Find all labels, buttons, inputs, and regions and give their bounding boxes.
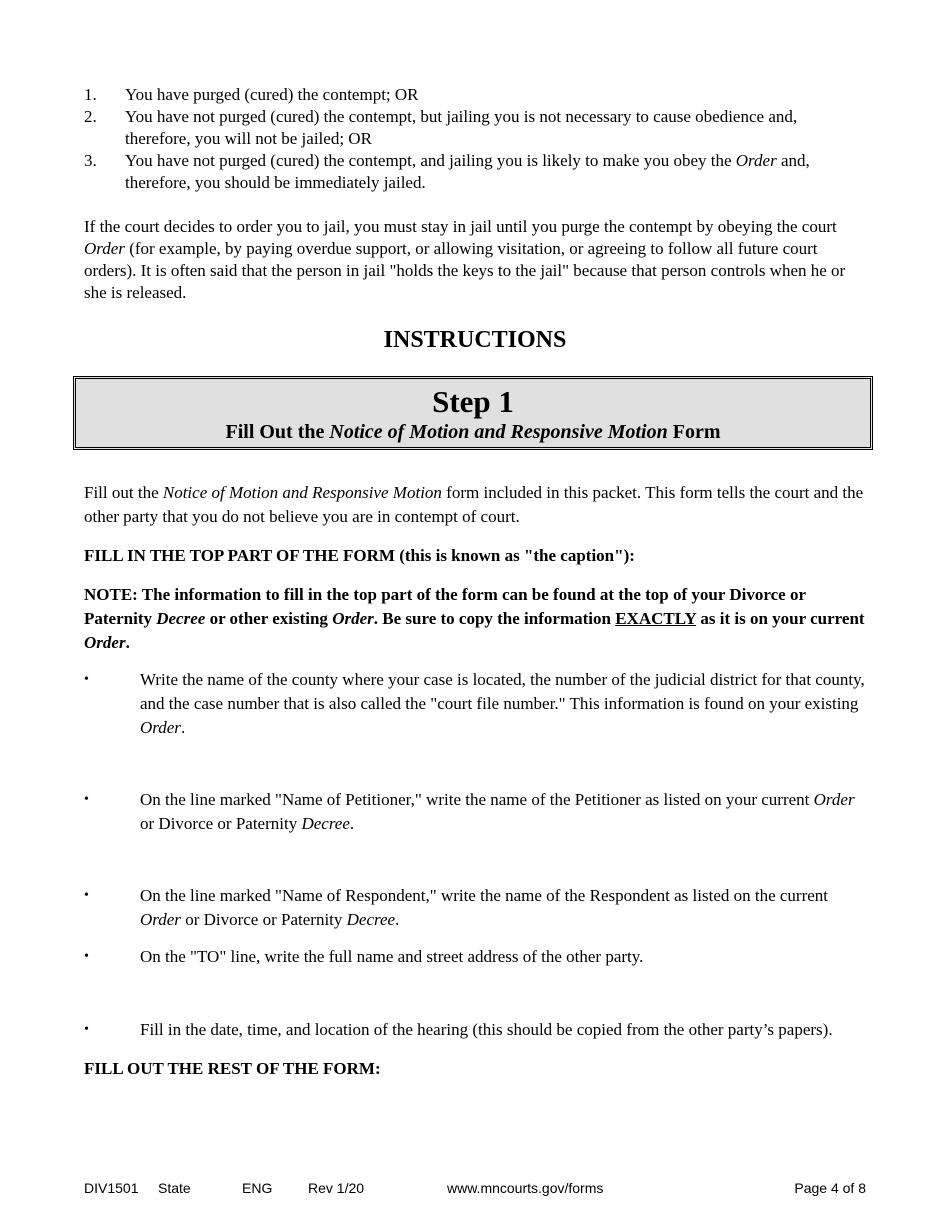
text-run: Write the name of the county where your case is located, the number of the judicial district for that county, and the case number that is also called the "court file number." This information is found on your existing bbox=[140, 670, 865, 713]
list-item bbox=[84, 788, 866, 836]
list-number: 1. bbox=[84, 85, 97, 104]
text-run: or Divorce or Paternity bbox=[180, 910, 347, 929]
list-item bbox=[84, 106, 866, 150]
bullet-icon: • bbox=[84, 888, 89, 903]
list-item bbox=[84, 1018, 866, 1042]
italic-text: Decree bbox=[301, 814, 350, 833]
bullet-icon: • bbox=[84, 792, 89, 807]
footer-page-number: Page 4 of 8 bbox=[794, 1180, 866, 1196]
fillout-paragraph bbox=[84, 481, 866, 529]
list-item bbox=[84, 150, 866, 194]
footer-language: ENG bbox=[242, 1180, 273, 1196]
text-run: form included in this packet. This form tells the court and the other party that you do not believe you are in contempt of court. bbox=[84, 483, 864, 526]
italic-text: Order bbox=[84, 633, 126, 652]
document-page bbox=[84, 84, 866, 1080]
note-paragraph bbox=[84, 583, 866, 655]
intro-numbered-list bbox=[84, 84, 866, 194]
italic-text: Decree bbox=[156, 609, 206, 628]
text-run: . bbox=[180, 718, 186, 737]
italic-text: Order bbox=[140, 910, 181, 929]
text-run: If the court decides to order you to jail, you must stay in jail until you purge the contempt by obeying the court bbox=[84, 217, 837, 236]
rest-of-form-heading: FILL OUT THE REST OF THE FORM: bbox=[84, 1059, 381, 1078]
list-text: On the "TO" line, write the full name and street address of the other party. bbox=[140, 947, 644, 966]
italic-text: Decree bbox=[346, 910, 396, 929]
text-run: (for example, by paying overdue support, or allowing visitation, or agreeing to follow all future court orders). It is often said that the person in jail "holds the keys to the jail" because that person controls when he or she is released. bbox=[84, 239, 846, 302]
list-text bbox=[140, 884, 866, 932]
caption-bullet-list bbox=[84, 668, 866, 1042]
text-run: . bbox=[395, 910, 400, 929]
footer-revision: Rev 1/20 bbox=[308, 1180, 365, 1196]
list-text bbox=[125, 150, 866, 194]
italic-text: Order bbox=[140, 718, 181, 737]
list-text: You have not purged (cured) the contempt, but jailing you is not necessary to cause obedience and, therefore, you will not be jailed; OR bbox=[125, 107, 798, 148]
step-subtitle bbox=[76, 419, 870, 445]
list-number: 3. bbox=[84, 151, 97, 170]
list-item bbox=[84, 668, 866, 740]
step-1-banner bbox=[73, 376, 873, 450]
text-run: or Divorce or Paternity bbox=[140, 814, 302, 833]
instructions-heading: INSTRUCTIONS bbox=[383, 327, 567, 353]
text-run: NOTE: The information to fill in the top part of the form can be found at the top of your Divorce or Paternity bbox=[84, 585, 806, 628]
text-run: . bbox=[125, 633, 130, 652]
bullet-icon: • bbox=[84, 672, 89, 687]
list-item bbox=[84, 945, 866, 969]
text-run: On the line marked "Name of Respondent," write the name of the Respondent as listed on the current bbox=[140, 886, 829, 905]
underlined-text: EXACTLY bbox=[615, 609, 697, 628]
list-text: Fill in the date, time, and location of the hearing (this should be copied from the other party’s papers). bbox=[140, 1020, 833, 1039]
italic-text: Notice of Motion and Responsive Motion bbox=[162, 483, 442, 502]
bullet-icon: • bbox=[84, 949, 89, 964]
bullet-icon: • bbox=[84, 1022, 89, 1037]
text-run: Fill out the bbox=[84, 483, 163, 502]
step-title: Step 1 bbox=[432, 384, 514, 419]
italic-text: Order bbox=[813, 790, 855, 809]
text-run: You have not purged (cured) the contempt, and jailing you is likely to make you obey the bbox=[125, 151, 736, 170]
list-text bbox=[140, 668, 866, 740]
text-run: . bbox=[349, 814, 355, 833]
text-run: Form bbox=[667, 421, 721, 443]
footer-url: www.mncourts.gov/forms bbox=[447, 1180, 604, 1196]
text-run: Fill Out the bbox=[225, 421, 330, 443]
list-text bbox=[140, 788, 866, 836]
italic-text: Order bbox=[735, 151, 777, 170]
italic-text: Notice of Motion and Responsive Motion bbox=[329, 421, 668, 443]
text-run: as it is on your current bbox=[696, 609, 865, 628]
list-text: You have purged (cured) the contempt; OR bbox=[125, 85, 419, 104]
list-item bbox=[84, 84, 866, 106]
footer-form-number: DIV1501 bbox=[84, 1180, 139, 1196]
text-run: . Be sure to copy the information bbox=[373, 609, 616, 628]
contempt-paragraph bbox=[84, 216, 866, 304]
italic-text: Order bbox=[332, 609, 374, 628]
text-run: or other existing bbox=[205, 609, 333, 628]
italic-text: Order bbox=[84, 239, 125, 258]
list-number: 2. bbox=[84, 107, 97, 126]
footer-state: State bbox=[158, 1180, 191, 1196]
caption-heading: FILL IN THE TOP PART OF THE FORM (this is known as "the caption"): bbox=[84, 546, 635, 565]
text-run: On the line marked "Name of Petitioner," write the name of the Petitioner as listed on your current bbox=[140, 790, 814, 809]
list-item bbox=[84, 884, 866, 932]
text-run: and, therefore, you should be immediately jailed. bbox=[125, 151, 810, 192]
